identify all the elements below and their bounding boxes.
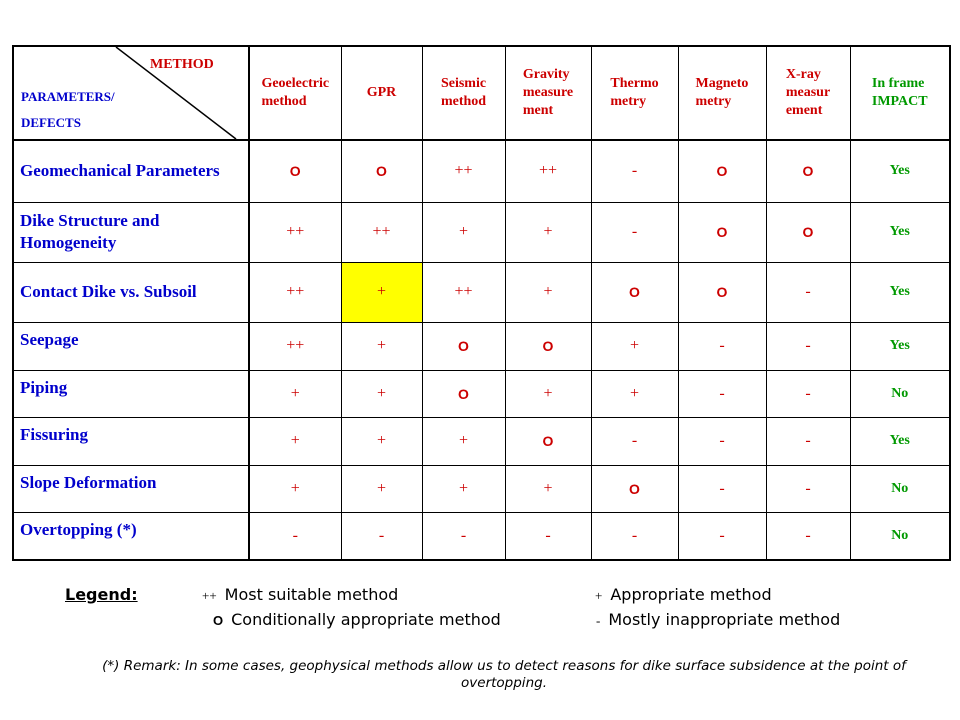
- rating-cell: -: [591, 417, 678, 465]
- method-header-text: [523, 66, 573, 121]
- parameter-label: Geomechanical Parameters: [13, 140, 249, 202]
- method-header-text: [261, 75, 329, 111]
- rating-cell: +: [422, 417, 505, 465]
- rating-cell: -: [591, 140, 678, 202]
- parameter-label: Fissuring: [13, 417, 249, 465]
- rating-cell: +: [249, 465, 341, 512]
- rating-cell: +: [341, 262, 422, 322]
- rating-cell: O: [678, 262, 766, 322]
- parameter-label: Overtopping (*): [13, 512, 249, 560]
- legend-symbol: ++: [202, 588, 217, 603]
- method-matrix-table: [12, 45, 951, 561]
- rating-cell: O: [249, 140, 341, 202]
- impact-cell: Yes: [850, 140, 950, 202]
- method-header-line: ement: [785, 103, 823, 119]
- method-header-2: [422, 46, 505, 140]
- method-header-line: Thermo: [610, 75, 659, 91]
- method-header-line: GPR: [366, 84, 397, 100]
- method-header-line: Seismic: [440, 75, 487, 91]
- rating-cell: +: [591, 370, 678, 417]
- impact-cell: Yes: [850, 322, 950, 370]
- rating-cell: ++: [249, 202, 341, 262]
- method-header-line: Gravity: [522, 66, 570, 82]
- rating-cell: +: [422, 465, 505, 512]
- corner-defects-text: DEFECTS: [21, 115, 81, 130]
- rating-cell: -: [766, 322, 850, 370]
- legend-item-conditional: [213, 610, 501, 629]
- table-row: [13, 512, 950, 560]
- legend-symbol: -: [596, 613, 601, 628]
- rating-cell: ++: [249, 322, 341, 370]
- table-row: [13, 140, 950, 202]
- rating-cell: -: [766, 262, 850, 322]
- rating-cell: ++: [422, 140, 505, 202]
- legend-text: Appropriate method: [610, 585, 772, 604]
- parameter-label: Slope Deformation: [13, 465, 249, 512]
- method-header-text: [696, 75, 749, 111]
- rating-cell: +: [249, 417, 341, 465]
- method-header-line: metry: [695, 94, 732, 109]
- rating-cell: +: [505, 370, 591, 417]
- method-header-line: X-ray: [785, 66, 821, 82]
- rating-cell: O: [505, 322, 591, 370]
- rating-cell: +: [505, 262, 591, 322]
- rating-cell: -: [678, 322, 766, 370]
- rating-cell: -: [678, 512, 766, 560]
- rating-cell: +: [341, 417, 422, 465]
- rating-cell: +: [341, 322, 422, 370]
- rating-cell: -: [249, 512, 341, 560]
- rating-cell: -: [678, 370, 766, 417]
- method-header-line: In frame: [871, 75, 925, 91]
- legend-symbol: +: [595, 588, 603, 603]
- method-header-line: IMPACT: [871, 94, 928, 109]
- legend-text: Conditionally appropriate method: [231, 610, 501, 629]
- rating-cell: ++: [505, 140, 591, 202]
- method-header-7: [850, 46, 950, 140]
- rating-cell: O: [422, 370, 505, 417]
- method-header-line: Geoelectric: [261, 75, 330, 91]
- rating-cell: -: [591, 512, 678, 560]
- impact-cell: No: [850, 370, 950, 417]
- rating-cell: ++: [422, 262, 505, 322]
- parameter-label: Piping: [13, 370, 249, 417]
- method-header-line: measur: [785, 84, 831, 100]
- rating-cell: O: [591, 465, 678, 512]
- rating-cell: +: [249, 370, 341, 417]
- method-header-text: [367, 84, 397, 102]
- rating-cell: ++: [249, 262, 341, 322]
- method-header-text: [872, 75, 928, 111]
- rating-cell: O: [678, 140, 766, 202]
- rating-cell: -: [766, 417, 850, 465]
- table-row: [13, 262, 950, 322]
- rating-cell: +: [505, 202, 591, 262]
- method-header-text: [786, 66, 830, 121]
- rating-cell: -: [505, 512, 591, 560]
- rating-cell: +: [505, 465, 591, 512]
- rating-cell: +: [341, 370, 422, 417]
- corner-params-label: [21, 84, 115, 136]
- header-row: [13, 46, 950, 140]
- legend-item-appropriate: [595, 585, 772, 604]
- method-header-1: [341, 46, 422, 140]
- method-header-4: [591, 46, 678, 140]
- corner-method-label: METHOD: [150, 57, 214, 72]
- rating-cell: -: [766, 512, 850, 560]
- rating-cell: O: [591, 262, 678, 322]
- table-row: [13, 465, 950, 512]
- method-header-line: metry: [610, 94, 647, 109]
- legend-text: Most suitable method: [224, 585, 399, 604]
- method-header-0: [249, 46, 341, 140]
- parameter-label: Contact Dike vs. Subsoil: [13, 262, 249, 322]
- legend-item-inappropriate: [596, 610, 840, 629]
- method-header-6: [766, 46, 850, 140]
- rating-cell: -: [341, 512, 422, 560]
- method-header-text: [441, 75, 486, 111]
- rating-cell: O: [422, 322, 505, 370]
- rating-cell: -: [766, 370, 850, 417]
- impact-cell: Yes: [850, 417, 950, 465]
- parameter-label: Dike Structure and Homogeneity: [13, 202, 249, 262]
- legend-title: Legend:: [65, 585, 138, 604]
- corner-params-text: PARAMETERS/: [21, 89, 115, 104]
- remark-note: (*) Remark: In some cases, geophysical methods allow us to detect reasons for dike surface subsidence at the point of overtopping.: [102, 658, 906, 691]
- parameter-label: Seepage: [13, 322, 249, 370]
- rating-cell: +: [341, 465, 422, 512]
- method-header-5: [678, 46, 766, 140]
- table-row: [13, 322, 950, 370]
- corner-header-cell: [13, 46, 249, 140]
- table-row: [13, 202, 950, 262]
- method-header-line: method: [440, 94, 487, 109]
- rating-cell: O: [678, 202, 766, 262]
- method-header-3: [505, 46, 591, 140]
- impact-cell: No: [850, 465, 950, 512]
- rating-cell: ++: [341, 202, 422, 262]
- rating-cell: O: [505, 417, 591, 465]
- method-header-text: [610, 75, 658, 111]
- method-header-line: ment: [522, 103, 554, 119]
- method-header-line: method: [261, 94, 307, 109]
- legend-symbol: O: [213, 613, 224, 628]
- rating-cell: O: [766, 140, 850, 202]
- rating-cell: +: [591, 322, 678, 370]
- method-header-line: measure: [522, 84, 574, 100]
- rating-cell: -: [591, 202, 678, 262]
- rating-cell: -: [678, 465, 766, 512]
- rating-cell: -: [422, 512, 505, 560]
- impact-cell: Yes: [850, 262, 950, 322]
- table-row: [13, 417, 950, 465]
- rating-cell: O: [766, 202, 850, 262]
- rating-cell: -: [678, 417, 766, 465]
- table-row: [13, 370, 950, 417]
- rating-cell: +: [422, 202, 505, 262]
- impact-cell: Yes: [850, 202, 950, 262]
- impact-cell: No: [850, 512, 950, 560]
- legend-text: Mostly inappropriate method: [608, 610, 841, 629]
- method-header-line: Magneto: [695, 75, 749, 91]
- legend-item-most-suitable: [202, 585, 398, 604]
- rating-cell: -: [766, 465, 850, 512]
- rating-cell: O: [341, 140, 422, 202]
